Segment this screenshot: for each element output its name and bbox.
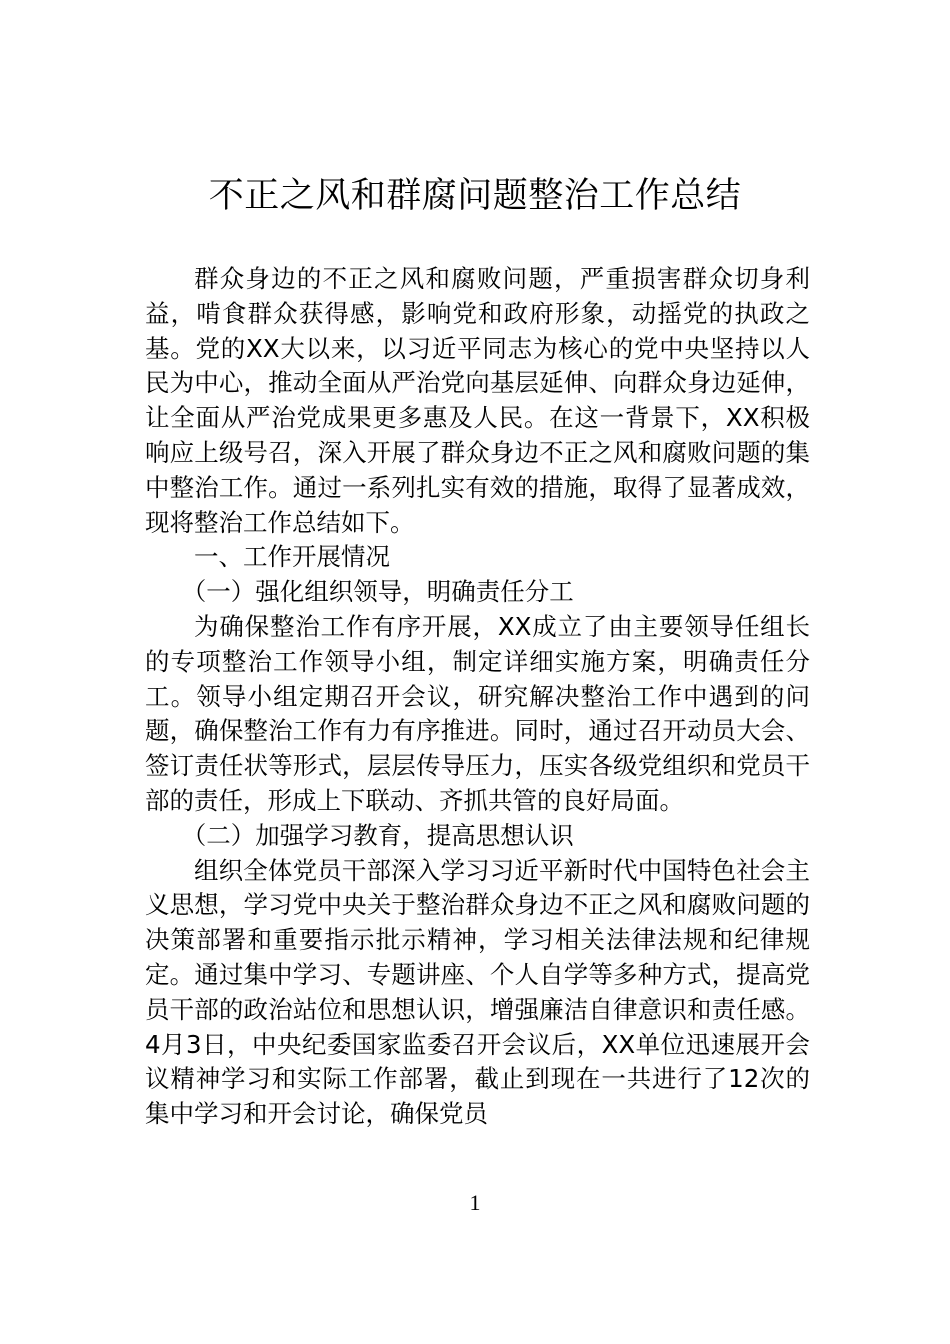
subsection-paragraph-2: 组织全体党员干部深入学习习近平新时代中国特色社会主义思想，学习党中央关于整治群众身边不正之风和腐败问题的决策部署和重要指示批示精神，学习相关法律法规和纪律规定。通过集中学习、专题讲座、个人自学等多种方式，提高党员干部的政治站位和思想认识，增强廉洁自律意识和责任感。4月3日，中央纪委国家监委召开会议后，XX单位迅速展开会议精神学习和实际工作部署，截止到现在一共进行了12次的集中学习和开会讨论，确保党员 — [145, 855, 810, 1129]
page-number: 1 — [469, 1190, 481, 1215]
document-title: 不正之风和群腐问题整治工作总结 — [208, 176, 742, 216]
intro-paragraph: 群众身边的不正之风和腐败问题，严重损害群众切身利益，啃食群众获得感，影响党和政府形象，动摇党的执政之基。党的XX大以来，以习近平同志为核心的党中央坚持以人民为中心，推动全面从严治党向基层延伸、向群众身边延伸，让全面从严治党成果更多惠及人民。在这一背景下，XX积极响应上级号召，深入开展了群众身边不正之风和腐败问题的集中整治工作。通过一系列扎实有效的措施，取得了显著成效，现将整治工作总结如下。 — [145, 264, 810, 537]
section-heading-1: 一、工作开展情况 — [194, 542, 390, 572]
subsection-heading-2: （二）加强学习教育，提高思想认识 — [181, 820, 574, 850]
subsection-heading-1: （一）强化组织领导，明确责任分工 — [181, 577, 574, 607]
subsection-paragraph-1: 为确保整治工作有序开展，XX成立了由主要领导任组长的专项整治工作领导小组，制定详细实施方案，明确责任分工。领导小组定期召开会议，研究解决整治工作中遇到的问题，确保整治工作有力有序推进。同时，通过召开动员大会、签订责任状等形式，层层传导压力，压实各级党组织和党员干部的责任，形成上下联动、齐抓共管的良好局面。 — [145, 611, 810, 815]
document-body — [145, 262, 810, 1132]
